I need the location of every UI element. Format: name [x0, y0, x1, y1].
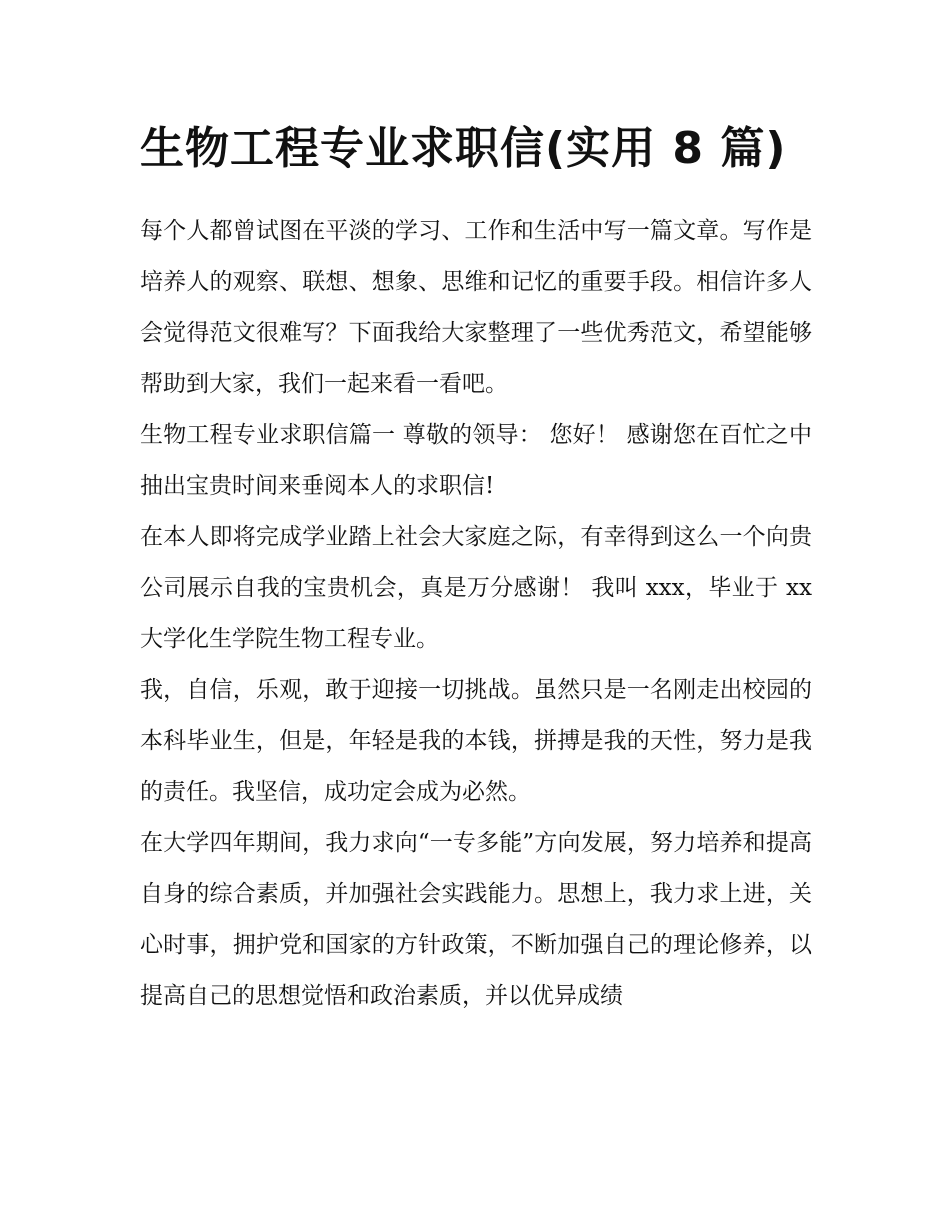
document-body	[140, 206, 812, 1022]
paragraph-greeting: 生物工程专业求职信篇一 尊敬的领导： 您好！ 感谢您在百忙之中抽出宝贵时间来垂阅本人的求职信!	[140, 422, 812, 499]
document-title: 生物工程专业求职信(实用 8 篇)	[140, 123, 787, 174]
paragraph-university-years: 在大学四年期间，我力求向“一专多能”方向发展，努力培养和提高自身的综合素质，并加强社会实践能力。思想上，我力求上进，关心时事，拥护党和国家的方针政策，不断加强自己的理论修养，以提高自己的思想觉悟和政治素质，并以优异成绩	[140, 830, 812, 1009]
paragraph-intro: 每个人都曾试图在平淡的学习、工作和生活中写一篇文章。写作是培养人的观察、联想、想象、思维和记忆的重要手段。相信许多人会觉得范文很难写？下面我给大家整理了一些优秀范文，希望能够帮助到大家，我们一起来看一看吧。	[140, 218, 812, 397]
paragraph-personality: 我，自信，乐观，敢于迎接一切挑战。虽然只是一名刚走出校园的本科毕业生，但是，年轻是我的本钱，拼搏是我的天性，努力是我的责任。我坚信，成功定会成为必然。	[140, 677, 812, 805]
paragraph-introduction: 在本人即将完成学业踏上社会大家庭之际，有幸得到这么一个向贵公司展示自我的宝贵机会，真是万分感谢！ 我叫 xxx，毕业于 xx 大学化生学院生物工程专业。	[140, 524, 812, 652]
document-page	[140, 112, 812, 1022]
